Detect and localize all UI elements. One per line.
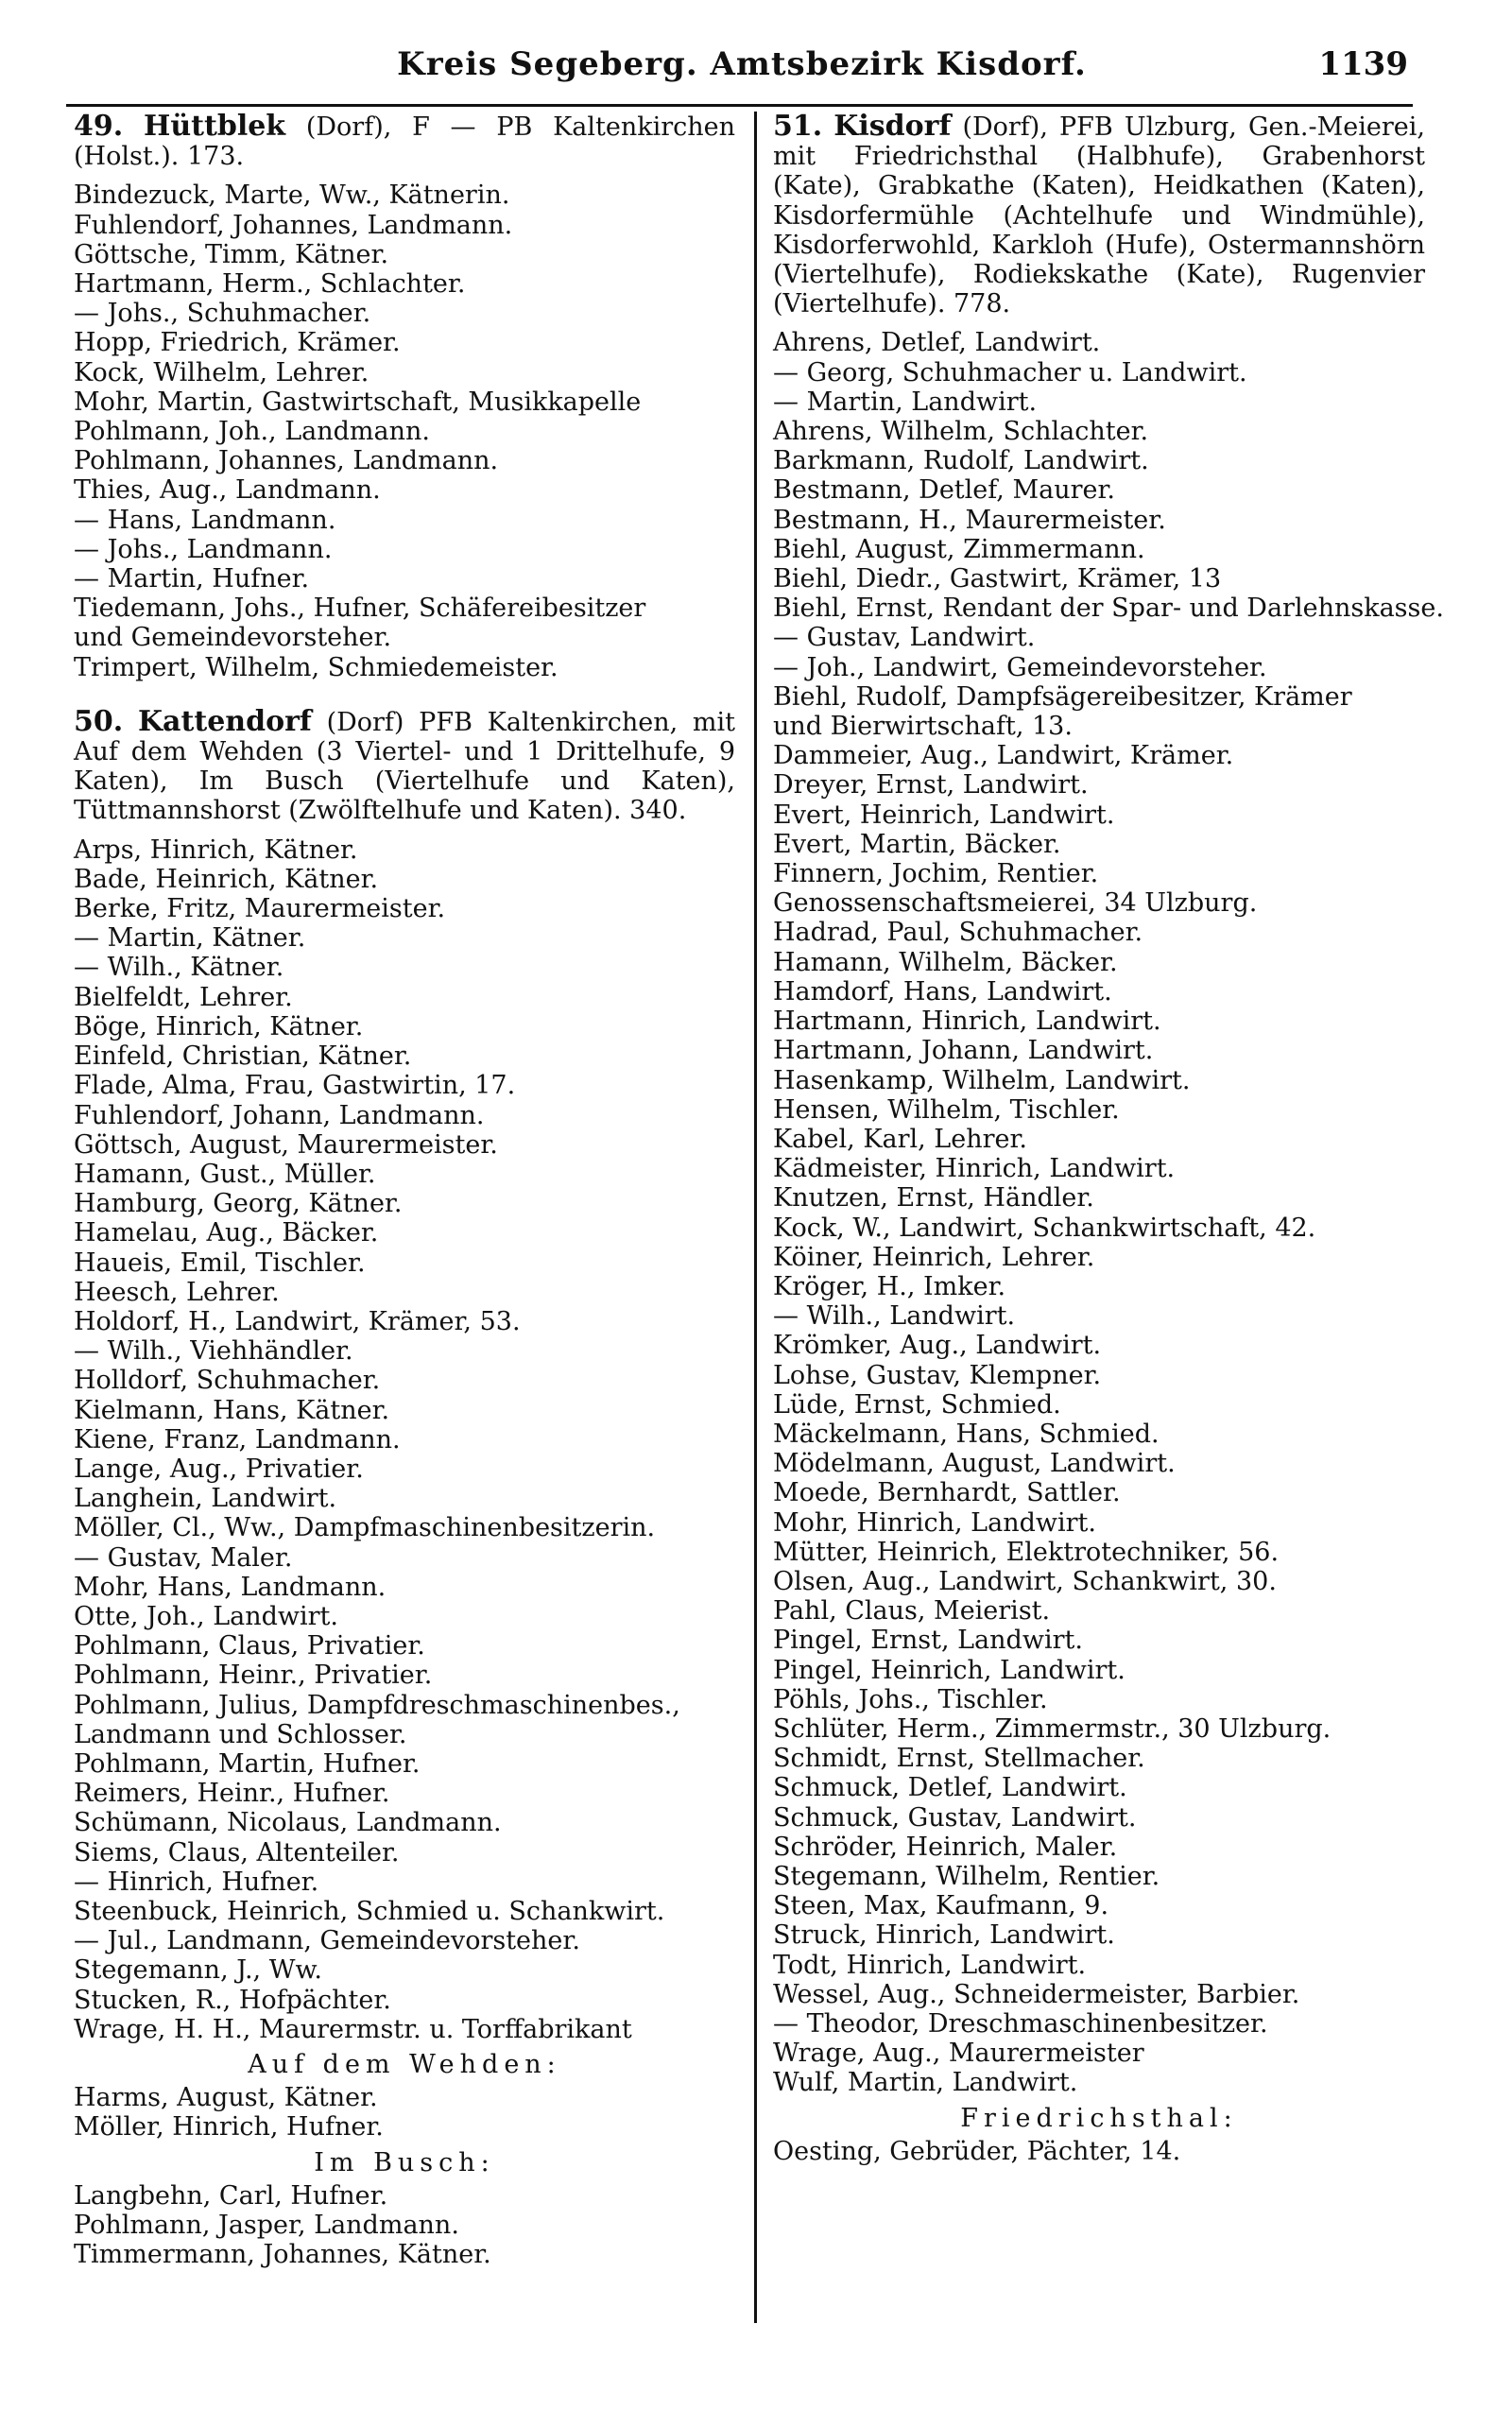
directory-entry: Göttsche, Timm, Kätner. [74,239,389,269]
place-description: (Dorf), F — PB Kaltenkirchen (Holst.). 173. [74,112,735,172]
directory-entry: Langbehn, Carl, Hufner. [74,2180,388,2211]
place-name: Kattendorf [137,704,312,738]
section-49-entries [74,181,735,681]
directory-entry: Krömker, Aug., Landwirt. [773,1331,1102,1361]
subsection-title: Auf dem Wehden: [248,2050,561,2079]
directory-entry: Thies, Aug., Landmann. [74,475,381,506]
directory-entry: Lange, Aug., Privatier. [74,1454,364,1484]
directory-entry: Einfeld, Christian, Kätner. [74,1041,412,1072]
directory-entry: Haueis, Emil, Tischler. [74,1248,366,1278]
directory-entry: Bindezuck, Marte, Ww., Kätnerin. [74,181,510,211]
directory-entry: Hartmann, Johann, Landwirt. [773,1036,1154,1066]
directory-entry: Moede, Bernhardt, Sattler. [773,1478,1121,1508]
directory-entry: Biehl, Ernst, Rendant der Spar- und Darlehnskasse. [773,594,1444,624]
directory-entry: — Gustav, Landwirt. [773,623,1036,653]
directory-entry: Fuhlendorf, Johannes, Landmann. [74,210,513,240]
page-number: 1139 [1318,45,1408,83]
directory-entry: Biehl, Diedr., Gastwirt, Krämer, 13 [773,564,1222,594]
directory-entry: Hasenkamp, Wilhelm, Landwirt. [773,1065,1191,1095]
place-description: (Dorf), PFB Ulzburg, Gen.-Meierei, mit Friedrichsthal (Halbhufe), Grabenhorst (Kate), Grabkathe (Katen), Heidkathen (Katen), Kisdorfermühle (Achtelhufe und Windmühle), Kisdorferwohld, Karkloh (Hufe), Ostermannshörn (Viertelhufe), Rodiekskathe (Kate), Rugenvier (Viertelhufe). 778. [773,112,1425,319]
directory-entry: — Hinrich, Hufner. [74,1867,319,1897]
directory-entry: Holldorf, Schuhmacher. [74,1366,381,1396]
directory-entry: Hamburg, Georg, Kätner. [74,1189,403,1219]
directory-entry: Hamann, Wilhelm, Bäcker. [773,947,1118,977]
directory-entry: Harms, August, Kätner. [74,2083,378,2113]
directory-entry: Hadrad, Paul, Schuhmacher. [773,918,1143,948]
directory-entry: Evert, Heinrich, Landwirt. [773,800,1115,830]
directory-entry: Kielmann, Hans, Kätner. [74,1395,390,1425]
section-51-heading [773,112,1425,318]
directory-entry: Schümann, Nicolaus, Landmann. [74,1808,502,1838]
directory-entry: Schmidt, Ernst, Stellmacher. [773,1744,1145,1774]
directory-entry: Siems, Claus, Altenteiler. [74,1837,400,1868]
directory-entry: Möller, Hinrich, Hufner. [74,2112,384,2143]
directory-entry: — Martin, Landwirt. [773,387,1038,417]
directory-entry: Hamelau, Aug., Bäcker. [74,1218,379,1248]
directory-entry: — Johs., Schuhmacher. [74,299,371,329]
directory-entry: Lohse, Gustav, Klempner. [773,1360,1102,1390]
directory-entry: Stucken, R., Hofpächter. [74,1985,391,2015]
directory-entry: — Gustav, Maler. [74,1542,293,1573]
directory-entry: Mohr, Martin, Gastwirtschaft, Musikkapelle [74,387,642,417]
directory-entry: Kädmeister, Hinrich, Landwirt. [773,1154,1176,1184]
directory-entry: Steenbuck, Heinrich, Schmied u. Schankwirt. [74,1896,665,1926]
directory-entry: Finnern, Jochim, Rentier. [773,859,1099,889]
directory-entry: Möller, Cl., Ww., Dampfmaschinenbesitzerin. [74,1513,656,1543]
directory-entry: Pohlmann, Martin, Hufner. [74,1748,421,1779]
directory-entry: Heesch, Lehrer. [74,1277,280,1307]
directory-entry: Lüde, Ernst, Schmied. [773,1389,1061,1420]
directory-entry: Holdorf, H., Landwirt, Krämer, 53. [74,1306,521,1336]
section-50-sub2-entries [74,2181,735,2270]
page-title: Kreis Segeberg. Amtsbezirk Kisdorf. [397,45,1087,83]
directory-entry: Pingel, Ernst, Landwirt. [773,1626,1083,1656]
directory-entry: Trimpert, Wilhelm, Schmiedemeister. [74,652,558,682]
directory-entry: Struck, Hinrich, Landwirt. [773,1920,1115,1951]
directory-entry: Bielfeldt, Lehrer. [74,982,293,1012]
directory-entry: — Martin, Hufner. [74,564,310,594]
directory-entry: Pohlmann, Joh., Landmann. [74,417,430,447]
directory-entry: — Georg, Schuhmacher u. Landwirt. [773,357,1247,387]
directory-entry: Kabel, Karl, Lehrer. [773,1124,1028,1154]
left-column [74,112,735,2269]
directory-entry: Köiner, Heinrich, Lehrer. [773,1242,1095,1272]
directory-entry: Pingel, Heinrich, Landwirt. [773,1655,1125,1685]
directory-entry: Genossenschaftsmeierei, 34 Ulzburg. [773,888,1258,919]
directory-entry: Kock, Wilhelm, Lehrer. [74,357,369,387]
directory-entry: Dreyer, Ernst, Landwirt. [773,770,1089,800]
directory-entry: Schlüter, Herm., Zimmermstr., 30 Ulzburg. [773,1713,1332,1744]
directory-entry: Hamdorf, Hans, Landwirt. [773,976,1112,1007]
directory-entry: Knutzen, Ernst, Händler. [773,1183,1094,1214]
directory-entry: Langhein, Landwirt. [74,1484,337,1514]
directory-entry: Mödelmann, August, Landwirt. [773,1449,1176,1479]
directory-entry: Pohlmann, Heinr., Privatier. [74,1661,433,1691]
directory-entry: Bestmann, Detlef, Maurer. [773,475,1115,506]
directory-entry: — Hans, Landmann. [74,505,336,535]
directory-entry: Böge, Hinrich, Kätner. [74,1011,364,1041]
place-name: Hüttblek [143,110,286,143]
section-51-sub1-entries [773,2137,1425,2166]
directory-entry: — Wilh., Kätner. [74,953,284,983]
page-header [76,45,1408,91]
directory-entry: — Jul., Landmann, Gemeindevorsteher. [74,1926,580,1956]
directory-entry: — Johs., Landmann. [74,534,333,564]
subsection-title: Im Busch: [314,2147,495,2177]
directory-entry: Kiene, Franz, Landmann. [74,1424,401,1454]
section-50-sub1-entries [74,2083,735,2142]
section-number: 51. [773,110,823,143]
directory-entry: Dammeier, Aug., Landwirt, Krämer. [773,741,1234,771]
directory-entry: Stegemann, J., Ww. [74,1955,322,1986]
directory-entry: Olsen, Aug., Landwirt, Schankwirt, 30. [773,1566,1277,1596]
directory-entry: — Theodor, Dreschmaschinenbesitzer. [773,2009,1268,2039]
directory-entry: — Martin, Kätner. [74,923,306,954]
directory-entry: Mohr, Hans, Landmann. [74,1572,387,1602]
directory-entry: Wulf, Martin, Landwirt. [773,2068,1078,2098]
directory-entry: Bade, Heinrich, Kätner. [74,864,379,894]
directory-entry: Hamann, Gust., Müller. [74,1159,376,1189]
directory-entry: Pöhls, Johs., Tischler. [773,1684,1048,1714]
directory-entry: Landmann und Schlosser. [74,1719,407,1749]
directory-entry: Wrage, H. H., Maurermstr. u. Torffabrikant [74,2014,632,2044]
directory-entry: Hartmann, Hinrich, Landwirt. [773,1007,1161,1037]
spacer [74,682,735,707]
directory-entry: Reimers, Heinr., Hufner. [74,1779,390,1809]
directory-entry: Timmermann, Johannes, Kätner. [74,2240,491,2270]
directory-entry: Pahl, Claus, Meierist. [773,1596,1051,1627]
directory-entry: Hartmann, Herm., Schlachter. [74,269,466,300]
directory-entry: Evert, Martin, Bäcker. [773,829,1061,859]
subsection-title: Friedrichsthal: [960,2103,1238,2133]
directory-entry: Mohr, Hinrich, Landwirt. [773,1507,1096,1538]
directory-entry: Ahrens, Detlef, Landwirt. [773,328,1101,358]
directory-entry: Otte, Joh., Landwirt. [74,1601,338,1631]
directory-entry: Göttsch, August, Maurermeister. [74,1129,498,1160]
directory-entry: Barkmann, Rudolf, Landwirt. [773,446,1149,476]
column-divider [754,112,757,2323]
place-name: Kisdorf [833,110,952,143]
directory-entry: Fuhlendorf, Johann, Landmann. [74,1100,485,1130]
directory-entry: Wrage, Aug., Maurermeister [773,2039,1144,2069]
directory-entry: Mäckelmann, Hans, Schmied. [773,1419,1160,1449]
place-description: (Dorf) PFB Kaltenkirchen, mit Auf dem Wehden (3 Viertel- und 1 Drittelhufe, 9 Katen), Im Busch (Viertelhufe und Katen), Tüttmannshorst (Zwölftelhufe und Katen). 340. [74,707,736,826]
directory-entry: Todt, Hinrich, Landwirt. [773,1950,1087,1980]
directory-entry: — Wilh., Landwirt. [773,1301,1016,1332]
directory-entry: Hopp, Friedrich, Krämer. [74,328,401,358]
directory-entry: Biehl, August, Zimmermann. [773,534,1145,564]
section-51-entries [773,328,1444,2098]
header-rule [66,104,1413,107]
right-column [773,110,1444,2166]
directory-entry: Mütter, Heinrich, Elektrotechniker, 56. [773,1537,1280,1567]
directory-entry: Kock, W., Landwirt, Schankwirtschaft, 42. [773,1213,1316,1243]
directory-entry: Steen, Max, Kaufmann, 9. [773,1891,1109,1921]
directory-entry: Hensen, Wilhelm, Tischler. [773,1094,1120,1125]
section-number: 50. [74,704,124,738]
directory-entry: — Joh., Landwirt, Gemeindevorsteher. [773,652,1267,682]
directory-entry: Kröger, H., Imker. [773,1271,1006,1301]
directory-entry: Pohlmann, Jasper, Landmann. [74,2211,459,2241]
directory-entry: und Gemeindevorsteher. [74,623,392,653]
directory-entry: Pohlmann, Johannes, Landmann. [74,446,499,476]
directory-entry: Arps, Hinrich, Kätner. [74,835,358,865]
directory-entry: Pohlmann, Julius, Dampfdreschmaschinenbes., [74,1690,680,1720]
directory-entry: Oesting, Gebrüder, Pächter, 14. [773,2136,1181,2166]
directory-entry: Bestmann, H., Maurermeister. [773,505,1166,535]
directory-entry: Stegemann, Wilhelm, Rentier. [773,1861,1160,1891]
directory-entry: Tiedemann, Johs., Hufner, Schäfereibesitzer [74,594,646,624]
directory-entry: Schmuck, Gustav, Landwirt. [773,1802,1137,1833]
directory-entry: Berke, Fritz, Maurermeister. [74,894,446,924]
section-50-entries [74,835,735,2044]
section-number: 49. [74,110,124,143]
directory-entry: Pohlmann, Claus, Privatier. [74,1631,425,1661]
directory-entry: Ahrens, Wilhelm, Schlachter. [773,417,1149,447]
section-50-heading [74,704,736,826]
directory-entry: Wessel, Aug., Schneidermeister, Barbier. [773,1979,1300,2009]
section-49-heading [74,112,735,171]
directory-entry: Biehl, Rudolf, Dampfsägereibesitzer, Krämer [773,681,1352,712]
directory-entry: Schmuck, Detlef, Landwirt. [773,1773,1127,1803]
directory-entry: Schröder, Heinrich, Maler. [773,1832,1118,1862]
directory-entry: Flade, Alma, Frau, Gastwirtin, 17. [74,1071,516,1101]
directory-entry: — Wilh., Viehhändler. [74,1336,353,1367]
directory-entry: und Bierwirtschaft, 13. [773,712,1073,742]
